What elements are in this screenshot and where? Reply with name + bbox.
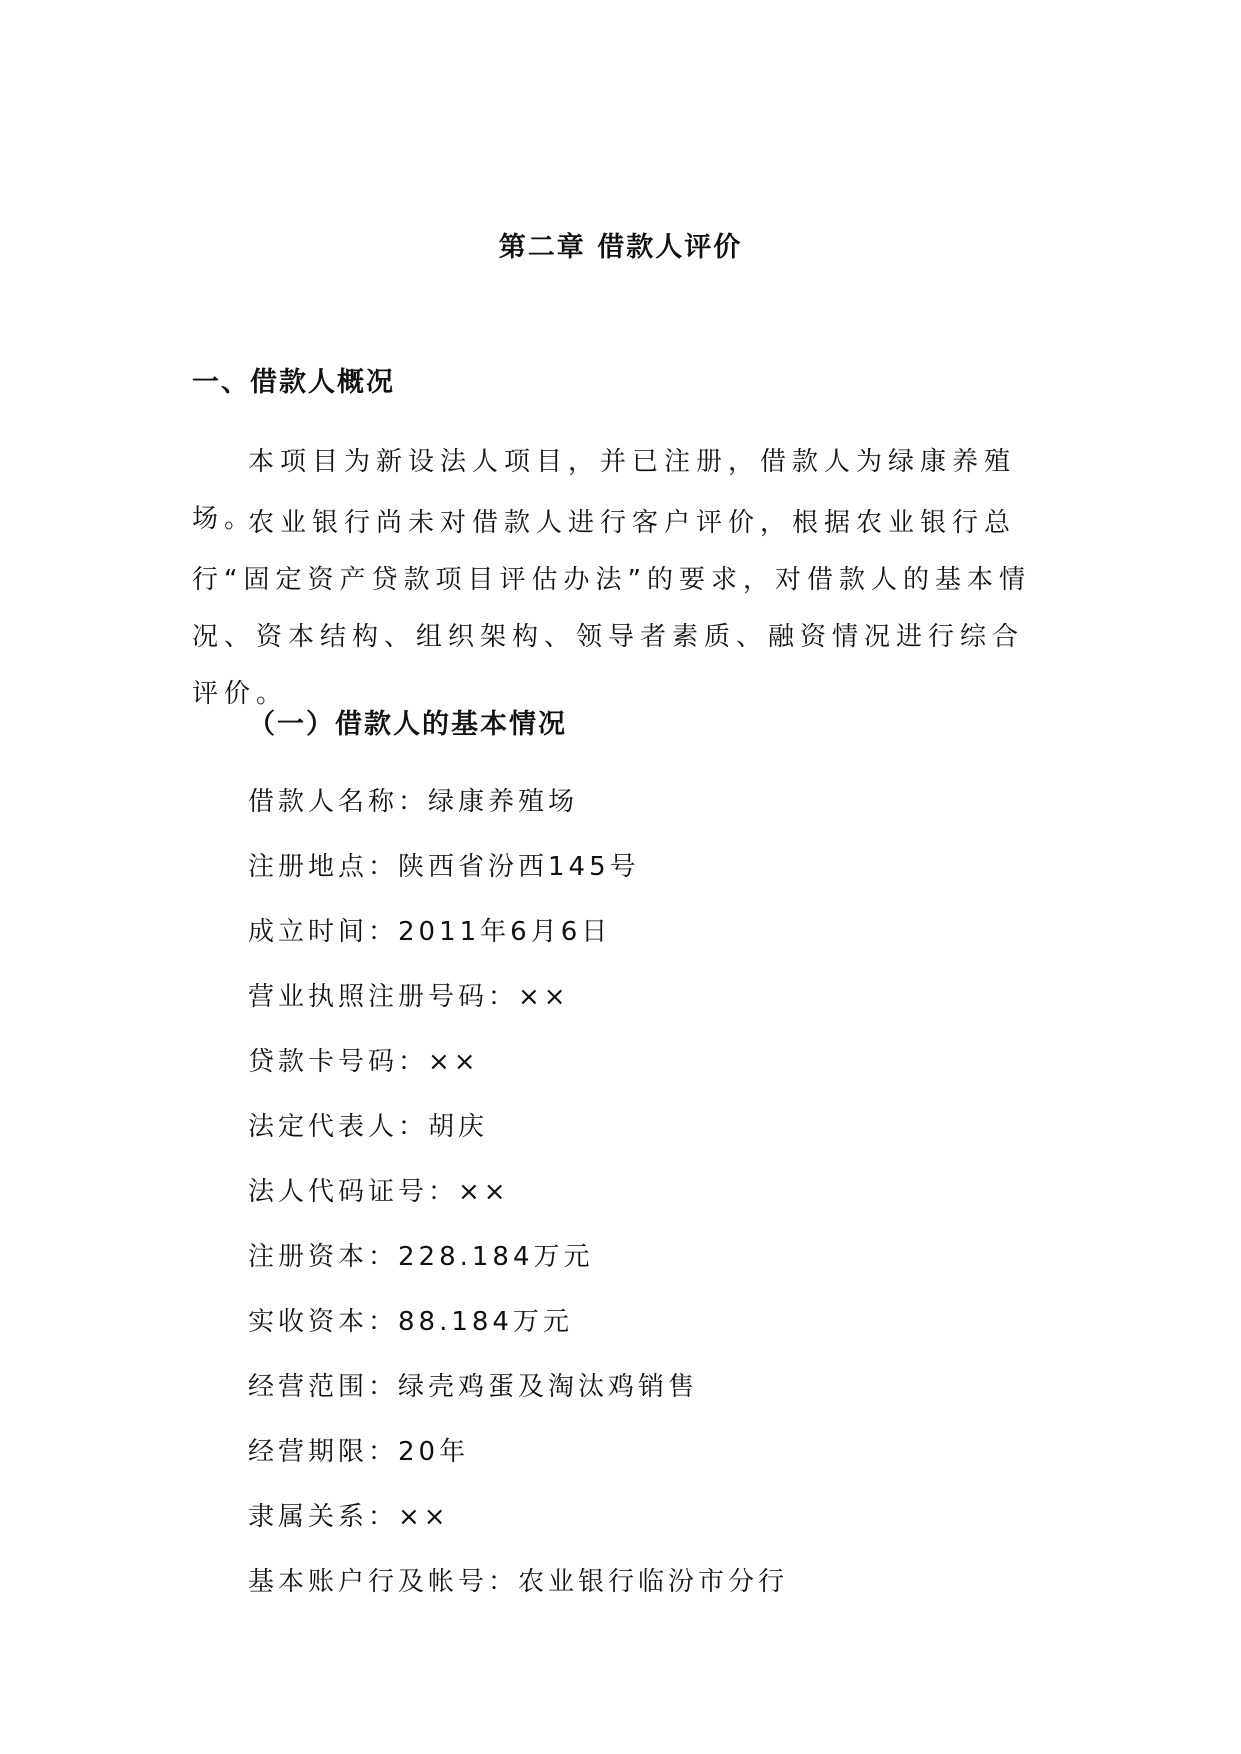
info-corporate-code: 法人代码证号：××: [248, 1177, 510, 1207]
borrower-info-list: [248, 787, 788, 1632]
info-basic-account-bank: 基本账户行及帐号：农业银行临汾市分行: [248, 1567, 789, 1597]
subsection-heading: （一）借款人的基本情况: [248, 709, 567, 740]
info-affiliation: 隶属关系：××: [248, 1502, 450, 1532]
chapter-title: 第二章 借款人评价: [498, 232, 743, 263]
info-loan-card-number: 贷款卡号码：××: [248, 1047, 480, 1077]
info-paid-in-capital: 实收资本：88.184万元: [248, 1307, 573, 1337]
evaluation-paragraph: 农业银行尚未对借款人进行客户评价，根据农业银行总行“固定资产贷款项目评估办法”的要求，对借款人的基本情况、资本结构、组织架构、领导者素质、融资情况进行综合评价。: [192, 508, 1031, 709]
info-business-scope: 经营范围：绿壳鸡蛋及淘汰鸡销售: [248, 1372, 699, 1402]
info-business-term: 经营期限：20年: [248, 1437, 470, 1467]
intro-paragraph: 本项目为新设法人项目，并已注册，借款人为绿康养殖场。: [192, 447, 1017, 534]
info-license-number: 营业执照注册号码：××: [248, 982, 570, 1012]
section-heading: 一、借款人概况: [192, 367, 395, 398]
info-borrower-name: 借款人名称：绿康养殖场: [248, 787, 579, 817]
info-registered-capital: 注册资本：228.184万元: [248, 1242, 594, 1272]
info-legal-representative: 法定代表人：胡庆: [248, 1112, 489, 1142]
info-established-date: 成立时间：2011年6月6日: [248, 917, 612, 947]
info-registered-address: 注册地点：陕西省汾西145号: [248, 852, 640, 882]
